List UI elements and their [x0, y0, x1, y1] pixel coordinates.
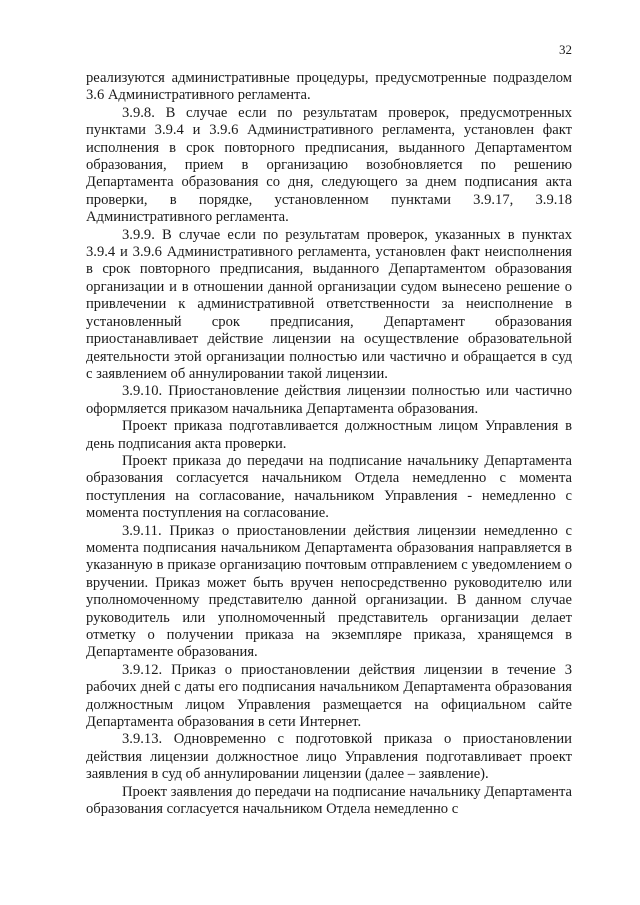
- paragraph-order-draft: Проект приказа подготавливается должностным лицом Управления в день подписания акта проверки.: [86, 418, 572, 452]
- paragraph-application-approval: Проект заявления до передачи на подписание начальнику Департамента образования согласуется начальником Отдела немедленно с: [86, 783, 572, 818]
- paragraph-order-approval: Проект приказа до передачи на подписание начальнику Департамента образования согласуется начальником Отдела немедленно с момента поступления на согласование, начальником Управления - немедленно с момента поступления на согласование.: [86, 452, 572, 522]
- paragraph-3-9-9: 3.9.9. В случае если по результатам проверок, указанных в пунктах 3.9.4 и 3.9.6 Административного регламента, установлен факт неисполнения в срок повторного предписания, выданного Департаментом образования организации и в отношении данной организации судом вынесено решение о привлечении к административной ответственности за неисполнение в установленный срок предписания, Департамент образования приостанавливает действие лицензии на осуществление образовательной деятельности этой организации полностью или частично и обращается в суд с заявлением об аннулировании такой лицензии.: [86, 226, 572, 382]
- paragraph-3-9-13: 3.9.13. Одновременно с подготовкой приказа о приостановлении действия лицензии должностное лицо Управления подготавливает проект заявления в суд об аннулировании лицензии (далее – заявление).: [86, 731, 572, 783]
- paragraph-continuation: реализуются административные процедуры, предусмотренные подразделом 3.6 Административного регламента.: [86, 70, 572, 104]
- paragraph-3-9-12: 3.9.12. Приказ о приостановлении действия лицензии в течение 3 рабочих дней с даты его подписания начальником Департамента образования должностным лицом Управления размещается на официальном сайте Департамента образования в сети Интернет.: [86, 661, 572, 731]
- document-body: [86, 70, 572, 818]
- paragraph-3-9-11: 3.9.11. Приказ о приостановлении действия лицензии немедленно с момента подписания начальником Департамента образования направляется в указанную в приказе организацию почтовым отправлением с уведомлением о вручении. Приказ может быть вручен непосредственно руководителю или уполномоченному представителю данной организации. В данном случае руководитель или уполномоченный представитель организации делает отметку о получении приказа на экземпляре приказа, хранящемся в Департаменте образования.: [86, 522, 572, 661]
- paragraph-3-9-10: 3.9.10. Приостановление действия лицензии полностью или частично оформляется приказом начальника Департамента образования.: [86, 383, 572, 417]
- page-number: 32: [559, 42, 572, 57]
- paragraph-3-9-8: 3.9.8. В случае если по результатам проверок, предусмотренных пунктами 3.9.4 и 3.9.6 Административного регламента, установлен факт исполнения в срок повторного предписания, выданного Департаментом образования, прием в организацию возобновляется по решению Департамента образования со дня, следующего за днем подписания акта проверки, в порядке, установленном пунктами 3.9.17, 3.9.18 Административного регламента.: [86, 104, 572, 226]
